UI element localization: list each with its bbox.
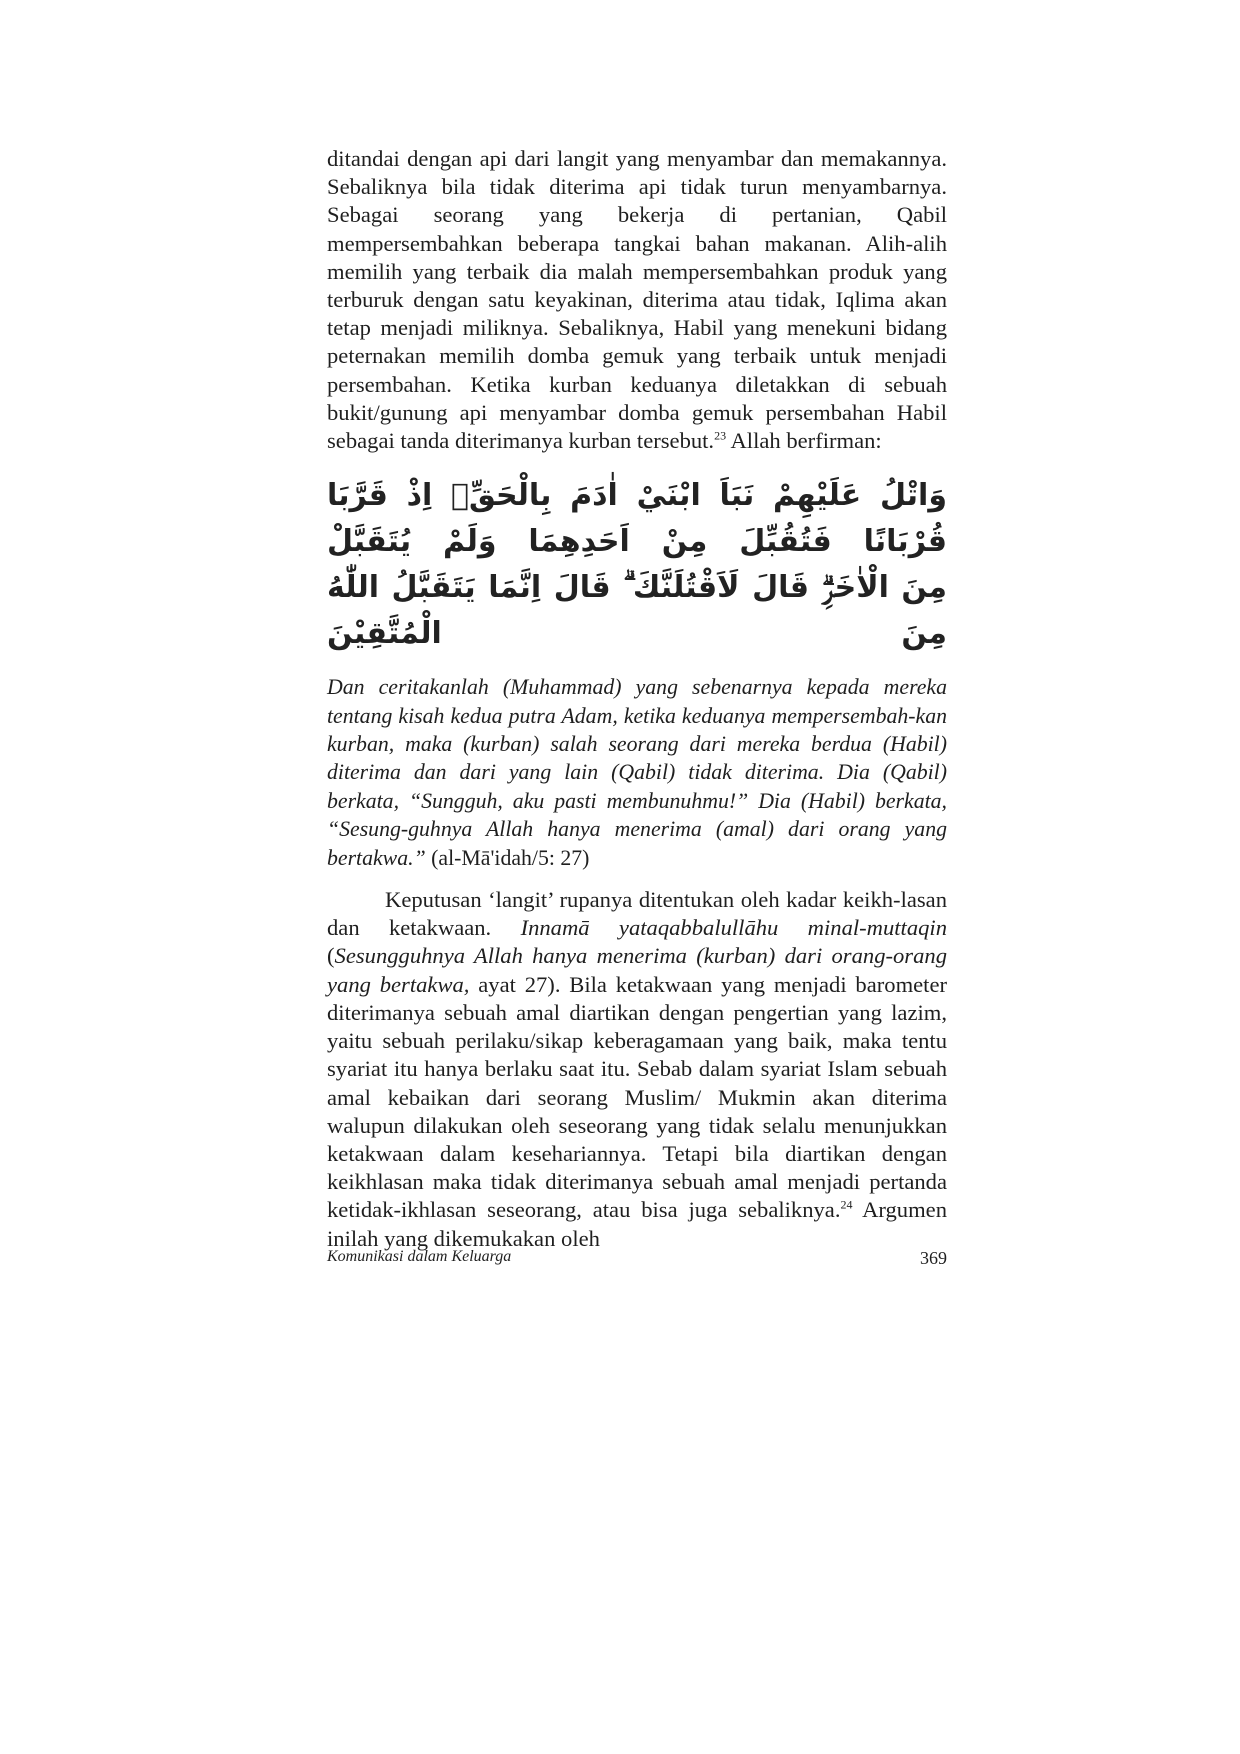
arabic-line-2: مِنَ الْاٰخَرِۗ قَالَ لَاَقْتُلَنَّكَ ۗ قَالَ اِنَّمَا يَتَقَبَّلُ اللّٰهُ مِنَ الْمُتَّقِيْنَ [327,570,947,652]
paragraph-2-meaning: Sesungguhnya Allah hanya menerima (kurban) dari orang-orang yang bertakwa, [327,943,947,997]
verse-reference: (al-Mā'idah/5: 27) [425,845,590,870]
paragraph-2 [327,886,947,1253]
translation-text: Dan ceritakanlah (Muhammad) yang sebenarnya kepada mereka tentang kisah kedua putra Adam, ketika keduanya mempersembah-kan kurban, maka (kurban) salah seorang dari mereka berdua (Habil) diterima dan dari yang lain (Qabil) tidak diterima. Dia (Qabil) berkata, “Sungguh, aku pasti membunuhmu!” Dia (Habil) berkata, “Sesung-guhnya Allah hanya menerima (amal) dari orang yang bertakwa.” [327,675,947,870]
paragraph-1 [327,145,947,455]
paragraph-2-part3: ayat 27). Bila ketakwaan yang menjadi barometer diterimanya sebuah amal diartikan dengan pengertian yang lazim, yaitu sebuah perilaku/sikap keberagamaan yang baik, maka tentu syariat itu hanya berlaku saat itu. Sebab dalam syariat Islam sebuah amal kebaikan dari seorang Muslim/ Mukmin akan diterima walupun dilakukan oleh seseorang yang tidak selalu menunjukkan ketakwaan dalam kesehariannya. Tetapi bila diartikan dengan keikhlasan maka tidak diterimanya sebuah amal menjadi pertanda ketidak-ikhlasan seseorang, atau bisa juga sebaliknya. [327,971,947,1223]
running-footer-title: Komunikasi dalam Keluarga [327,1248,512,1265]
paragraph-2-transliteration: Innamā yataqabbalullāhu minal-muttaqin [520,915,947,941]
paragraph-2-part1: Keputusan ‘langit’ rupanya ditentukan oleh kadar keikh-lasan dan ketakwaan. [327,887,947,941]
page-body [327,145,947,1253]
page-number: 369 [920,1248,947,1268]
paragraph-2-tail: Argumen inilah yang dikemukakan oleh [327,1197,947,1251]
page-footer [327,1248,947,1272]
paragraph-2-part2: ( [327,943,335,969]
verse-translation [327,673,947,872]
footnote-marker-24[interactable]: 24 [840,1197,853,1212]
paragraph-1-tail: Allah berfirman: [726,428,882,454]
quran-verse-arabic [327,473,947,657]
paragraph-1-text: ditandai dengan api dari langit yang menyambar dan memakannya. Sebaliknya bila tidak diterima api tidak turun menyambarnya. Sebagai seorang yang bekerja di pertanian, Qabil mempersembahkan beberapa tangkai bahan makanan. Alih-alih memilih yang terbaik dia malah mempersembahkan produk yang terburuk dengan satu keyakinan, diterima atau tidak, Iqlima akan tetap menjadi miliknya. Sebaliknya, Habil yang menekuni bidang peternakan memilih domba gemuk yang terbaik untuk menjadi persembahan. Ketika kurban keduanya diletakkan di sebuah bukit/gunung api menyambar domba gemuk persembahan Habil sebagai tanda diterimanya kurban tersebut. [327,146,947,454]
arabic-line-1: وَاتْلُ عَلَيْهِمْ نَبَاَ ابْنَيْ اٰدَمَ بِالْحَقِّۘ اِذْ قَرَّبَا قُرْبَانًا فَتُقُبِّلَ مِنْ اَحَدِهِمَا وَلَمْ يُتَقَبَّلْ [327,478,947,560]
footnote-marker-23[interactable]: 23 [714,428,727,443]
